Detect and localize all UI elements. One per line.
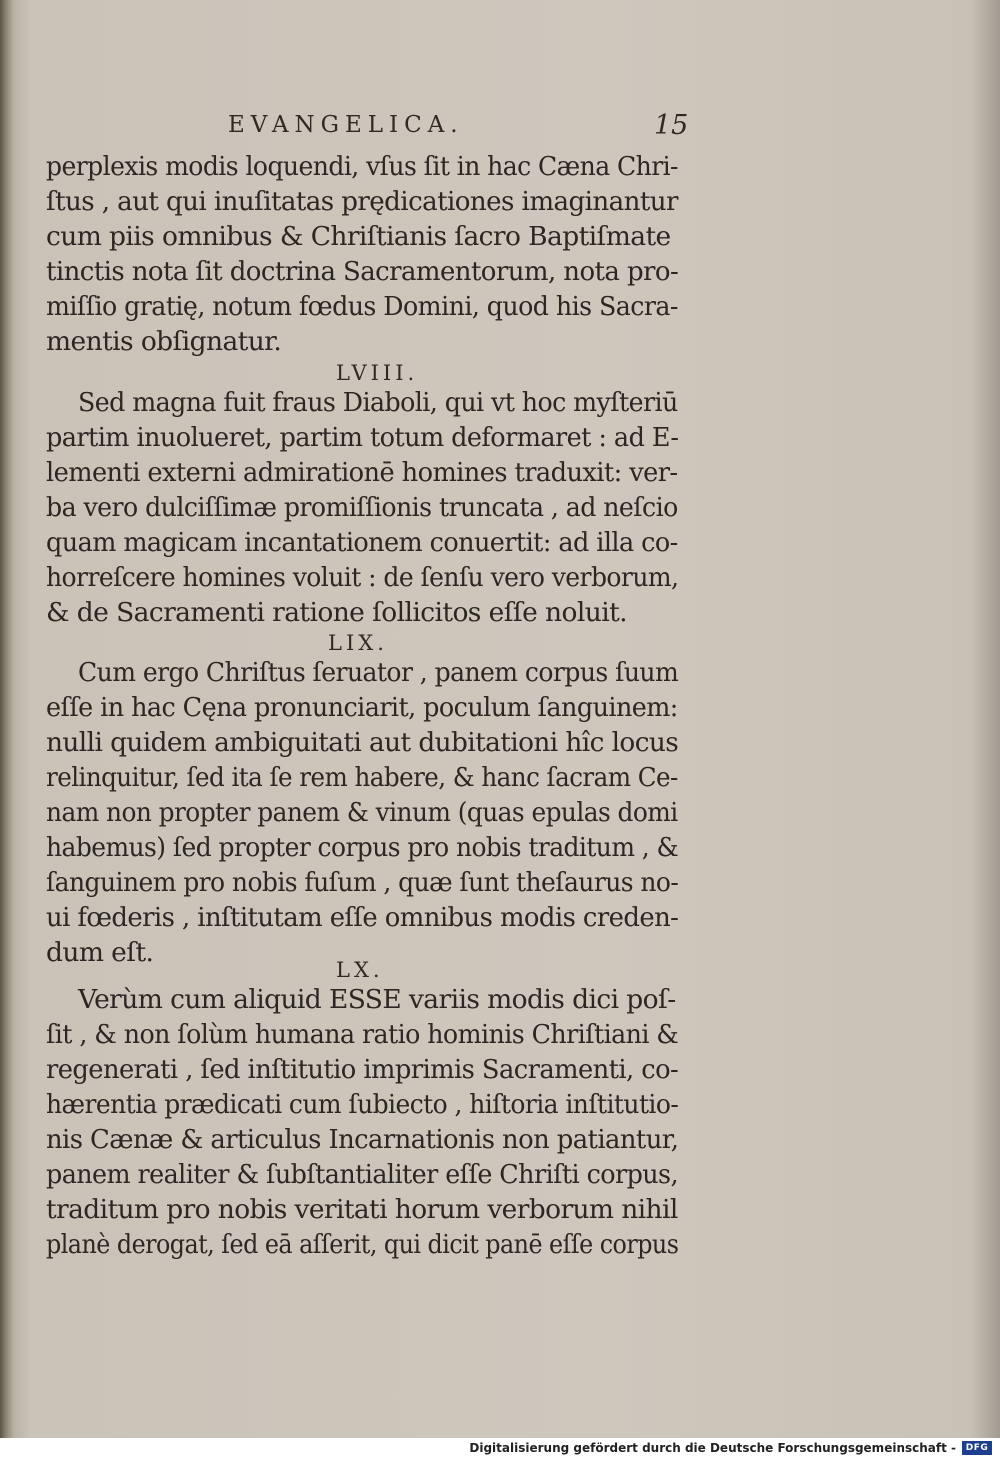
text-line: habemus) ſed propter corpus pro nobis traditum , & <box>46 832 679 863</box>
text-line: nulli quidem ambiguitati aut dubitationi hîc locus <box>46 727 679 758</box>
digitization-footer <box>0 1438 1000 1459</box>
text-line: Verùm cum aliquid ESSE variis modis dici poſ- <box>78 984 676 1015</box>
text-line: mentis obſignatur. <box>46 326 282 357</box>
text-line: quam magicam incantationem conuertit: ad illa co- <box>46 527 678 558</box>
text-line: hærentia prædicati cum ſubiecto , hiſtoria inſtitutio- <box>46 1089 679 1120</box>
text-line: ſtus , aut qui inuſitatas prędicationes imaginantur <box>46 186 678 217</box>
funding-credit: Digitalisierung gefördert durch die Deutsche Forschungsgemeinschaft - <box>469 1441 956 1455</box>
text-line: regenerati , ſed inſtitutio imprimis Sacramenti, co- <box>46 1054 679 1085</box>
text-line: horreſcere homines voluit : de ſenſu vero verborum, <box>46 562 679 593</box>
text-line: traditum pro nobis veritati horum verborum nihil <box>46 1194 678 1225</box>
section-number: LX. <box>336 958 384 982</box>
text-line: ſanguinem pro nobis fuſum , quæ ſunt theſaurus no- <box>46 867 679 898</box>
text-line: ſit , & non ſolùm humana ratio hominis Chriſtiani & <box>46 1019 679 1050</box>
text-line: tinctis nota ſit doctrina Sacramentorum, nota pro- <box>46 256 679 287</box>
running-head <box>0 112 1000 152</box>
text-line: Sed magna fuit fraus Diaboli, qui vt hoc myſteriū <box>78 387 678 418</box>
running-head-title: EVANGELICA. <box>228 112 464 138</box>
text-line: perplexis modis loquendi, vſus ſit in hac Cæna Chri- <box>46 151 678 182</box>
text-line: eſſe in hac Cęna pronunciarit, poculum ſanguinem: <box>46 692 678 723</box>
dfg-logo-icon: DFG <box>962 1441 992 1455</box>
text-line: nam non propter panem & vinum (quas epulas domi <box>46 797 678 828</box>
text-line: partim inuolueret, partim totum deformaret : ad E- <box>46 422 679 453</box>
text-line: planè derogat, ſed eā aſſerit, qui dicit panē eſſe corpus <box>46 1229 679 1260</box>
text-line: relinquitur, ſed ita ſe rem habere, & hanc ſacram Ce- <box>46 762 678 793</box>
text-line: ba vero dulciſſimæ promiſſionis truncata , ad neſcio <box>46 492 678 523</box>
text-line: panem realiter & ſubſtantialiter eſſe Chriſti corpus, <box>46 1159 679 1190</box>
text-line: dum eſt. <box>46 937 154 968</box>
section-number: LIX. <box>328 631 388 655</box>
text-line: cum piis omnibus & Chriſtianis ſacro Baptiſmate <box>46 221 671 252</box>
text-line: ui fœderis , inſtitutam eſſe omnibus modis creden- <box>46 902 679 933</box>
text-line: & de Sacramenti ratione ſollicitos eſſe noluit. <box>46 597 627 628</box>
page-number: 15 <box>654 110 689 141</box>
text-line: miſſio gratię, notum fœdus Domini, quod his Sacra- <box>46 291 678 322</box>
section-number: LVIII. <box>336 361 419 385</box>
text-line: Cum ergo Chriſtus ſeruator , panem corpus ſuum <box>78 657 679 688</box>
text-line: lementi externi admirationē homines traduxit: ver- <box>46 457 678 488</box>
text-line: nis Cænæ & articulus Incarnationis non patiantur, <box>46 1124 679 1155</box>
